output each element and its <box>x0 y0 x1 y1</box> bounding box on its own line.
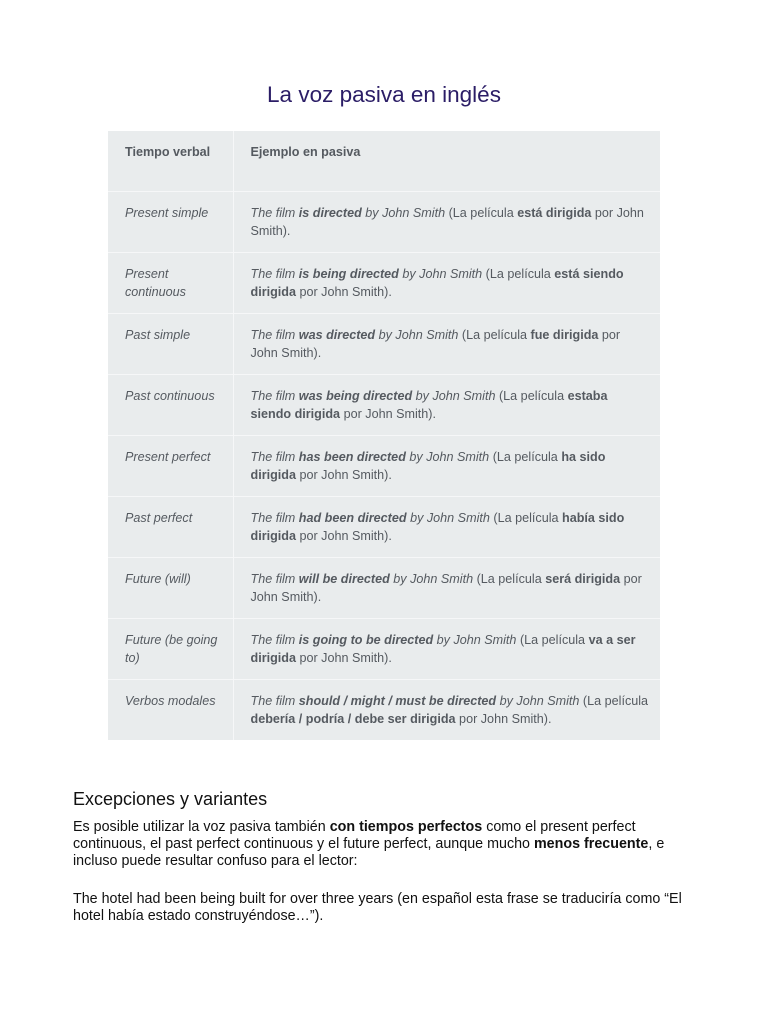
text-run: has been directed <box>298 450 406 464</box>
tense-cell: Present perfect <box>108 436 233 497</box>
table-row <box>108 497 660 558</box>
text-run: debería / podría / debe ser dirigida <box>250 711 456 726</box>
paragraph-example-hotel: The hotel had been being built for over three years (en español esta frase se traduciría como “El hotel había estado construyéndose…”). <box>73 891 682 924</box>
text-run: was directed <box>298 328 376 342</box>
text-run: (La película <box>489 511 562 525</box>
text-run: (La película <box>473 572 546 586</box>
text-run: (La película <box>495 389 568 403</box>
text-run: Es posible utilizar la voz pasiva también <box>73 819 330 835</box>
tense-cell: Future (be going to) <box>108 619 233 680</box>
table-body <box>108 192 660 741</box>
text-run: by John Smith <box>496 694 580 708</box>
text-run: The film <box>250 450 299 464</box>
text-run: should / might / must be directed <box>298 694 497 708</box>
passive-voice-table <box>108 131 660 740</box>
text-run: by John Smith <box>433 633 517 647</box>
text-run: estaba siendo dirigida <box>250 389 608 421</box>
tense-cell: Past perfect <box>108 497 233 558</box>
text-run: está dirigida <box>517 206 592 220</box>
tense-cell: Present simple <box>108 192 233 253</box>
text-run: por John Smith). <box>250 328 621 360</box>
text-run: había sido dirigida <box>250 511 625 543</box>
text-run: con tiempos perfectos <box>329 819 483 835</box>
text-run: by John Smith <box>406 511 490 525</box>
example-cell <box>233 497 660 558</box>
text-run: by John Smith <box>405 450 490 464</box>
text-run: por John Smith). <box>250 572 642 604</box>
tense-cell: Verbos modales <box>125 694 216 708</box>
tense-cell: Past continuous <box>108 375 233 436</box>
text-run: , e incluso puede resultar confuso para el lector: <box>73 836 665 869</box>
text-run: fue dirigida <box>530 328 599 342</box>
text-run: by John Smith <box>375 328 459 342</box>
example-cell <box>233 619 660 680</box>
text-run: (La película <box>445 206 518 220</box>
text-run: by John Smith <box>412 389 496 403</box>
text-run: The film <box>250 328 299 342</box>
text-run: por John Smith). <box>295 528 392 543</box>
example-cell <box>233 680 660 741</box>
text-run: (La película <box>458 328 531 342</box>
text-run: ha sido dirigida <box>250 450 606 482</box>
text-run: The film <box>250 694 299 708</box>
table-row <box>108 314 660 375</box>
column-header-example: Ejemplo en pasiva <box>233 131 660 192</box>
text-run: by John Smith <box>361 206 446 220</box>
table-row <box>108 436 660 497</box>
text-run: por John Smith). <box>340 406 436 421</box>
text-run: is going to be directed <box>298 633 434 647</box>
text-run: como el present perfect continuous, el past perfect continuous y el future perfect, aunque mucho <box>73 819 636 852</box>
text-run: The film <box>250 389 299 403</box>
table-row <box>108 375 660 436</box>
tense-cell: Future (will) <box>108 558 233 619</box>
text-run: por John Smith). <box>455 711 552 726</box>
paragraph-perfect-tenses <box>73 819 695 870</box>
text-run: (La película <box>482 267 555 281</box>
column-header-tense: Tiempo verbal <box>108 131 233 192</box>
example-cell <box>233 375 660 436</box>
text-run: will be directed <box>298 572 390 586</box>
table-header-row <box>108 131 660 192</box>
text-run: was being directed <box>298 389 413 403</box>
table-row <box>108 680 660 741</box>
tense-cell: Present continuous <box>108 253 233 314</box>
table-row <box>108 619 660 680</box>
table-row <box>108 253 660 314</box>
text-run: is directed <box>298 206 362 220</box>
text-run: by John Smith <box>389 572 474 586</box>
text-run: The film <box>250 572 299 586</box>
text-run: by John Smith <box>398 267 483 281</box>
text-run: The film <box>250 267 299 281</box>
text-run: por John Smith). <box>250 206 644 238</box>
tense-cell: Past simple <box>108 314 233 375</box>
example-cell <box>233 192 660 253</box>
text-run: is being directed <box>298 267 399 281</box>
text-run: está siendo dirigida <box>250 267 624 299</box>
text-run: por John Smith). <box>295 650 392 665</box>
text-run: had been directed <box>298 511 407 525</box>
text-run: (La película <box>579 694 649 708</box>
text-run: menos frecuente <box>533 836 649 852</box>
text-run: por John Smith). <box>295 467 392 482</box>
text-run: The film <box>250 206 299 220</box>
table-row <box>108 558 660 619</box>
example-cell <box>233 253 660 314</box>
text-run: The film <box>250 633 299 647</box>
section-heading: Excepciones y variantes <box>73 789 268 809</box>
text-run: va a ser dirigida <box>250 633 636 665</box>
document-title: La voz pasiva en inglés <box>267 82 501 107</box>
text-run: por John Smith). <box>295 284 392 299</box>
text-run: The film <box>250 511 299 525</box>
text-run: (La película <box>516 633 589 647</box>
example-cell <box>233 314 660 375</box>
example-cell <box>233 558 660 619</box>
text-run: (La película <box>489 450 562 464</box>
text-run: será dirigida <box>545 572 621 586</box>
example-cell <box>233 436 660 497</box>
table-row <box>108 192 660 253</box>
